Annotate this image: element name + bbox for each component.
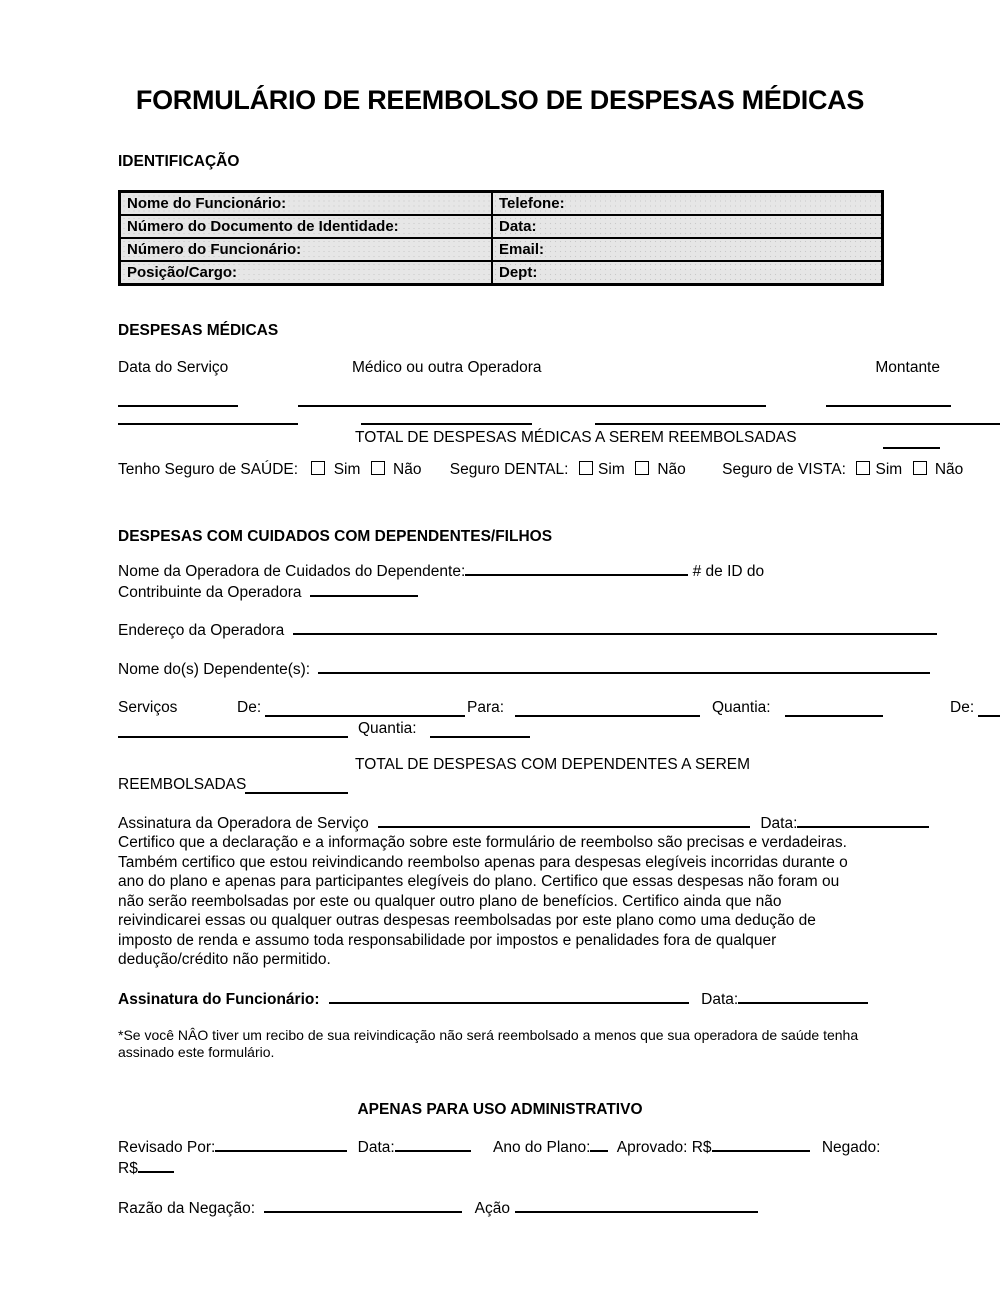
provider-signature-date-fill[interactable] xyxy=(797,812,929,828)
yes-label: Sim xyxy=(333,461,361,478)
approved-label: Aprovado: R$ xyxy=(616,1138,712,1156)
dependent-care-heading: DESPESAS COM CUIDADOS COM DEPENDENTES/FILHOS xyxy=(118,528,553,545)
medical-total-line[interactable] xyxy=(883,433,940,449)
admin-heading: APENAS PARA USO ADMINISTRATIVO xyxy=(357,1100,643,1118)
approved-fill[interactable] xyxy=(712,1136,810,1152)
dependents-name-fill[interactable] xyxy=(318,658,930,674)
dental-insurance-group xyxy=(450,461,690,478)
service-date-line-1[interactable] xyxy=(118,391,238,407)
checkbox-dental-no[interactable] xyxy=(635,461,649,475)
no-label: Não xyxy=(657,461,686,478)
insurance-row xyxy=(118,460,964,479)
cell-label: Data: xyxy=(499,218,537,235)
identification-table xyxy=(118,190,884,286)
from-label-2: De: xyxy=(950,699,975,716)
dependent-total-row-1 xyxy=(118,755,940,775)
cell-label: Posição/Cargo: xyxy=(127,264,238,281)
employee-signature-label: Assinatura do Funcionário: xyxy=(118,990,320,1008)
provider-address-fill[interactable] xyxy=(293,619,937,635)
provider-signature-line xyxy=(118,812,940,833)
medical-columns-header xyxy=(118,358,940,378)
service-from2-cont-line[interactable] xyxy=(118,722,348,738)
table-row xyxy=(120,261,883,285)
from-label: De: xyxy=(237,699,262,716)
denied-label: Negado: xyxy=(821,1138,881,1156)
cell-email[interactable] xyxy=(492,238,883,261)
health-insurance-group xyxy=(118,461,426,478)
admin-date-fill[interactable] xyxy=(395,1136,471,1152)
table-row xyxy=(120,238,883,261)
cell-id-document[interactable] xyxy=(120,215,493,238)
table-row xyxy=(120,192,883,216)
dependent-total-label-2: REEMBOLSADAS xyxy=(118,776,247,793)
dental-insurance-label: Seguro DENTAL: xyxy=(449,461,569,478)
checkbox-health-no[interactable] xyxy=(371,461,385,475)
cell-label: Telefone: xyxy=(499,195,565,212)
provider-id-label-tail: # de ID do xyxy=(692,563,765,580)
certification-text: Certifico que a declaração e a informação sobre este formulário de reembolso são precisas e verdadeiras. Também certifico que estou reivindicando reembolso apenas para despesas elegíveis incorridas durante o ano do plano e apenas para participantes elegíveis do plano. Certifico que essas despesas não foram ou não serão reembolsadas por este ou qualquer outro plano de benefícios. Certifico ainda que não reivindicarei essas ou qualquer outras despesas reembolsadas por este plano como uma dedução de imposto de renda e assumo toda responsabilidade por impostos e penalidades fora de qualquer dedução/crédito não permitido. xyxy=(118,834,848,968)
denial-reason-fill[interactable] xyxy=(264,1197,462,1213)
dependents-name-label: Nome do(s) Dependente(s): xyxy=(118,661,311,678)
yes-label: Sim xyxy=(875,461,903,478)
dependent-provider-label: Nome da Operadora de Cuidados do Dependente: xyxy=(118,563,466,580)
employee-signature-date-fill[interactable] xyxy=(738,988,868,1004)
table-row xyxy=(120,215,883,238)
reviewed-by-fill[interactable] xyxy=(215,1136,347,1152)
checkbox-vision-yes[interactable] xyxy=(856,461,870,475)
yes-label: Sim xyxy=(598,461,625,478)
to-label: Para: xyxy=(467,699,505,716)
date-label: Data: xyxy=(701,990,739,1008)
reviewed-by-label: Revisado Por: xyxy=(118,1138,216,1156)
medical-total-label: TOTAL DE DESPESAS MÉDICAS A SEREM REEMBOLSADAS xyxy=(355,429,797,446)
col-amount-label: Montante xyxy=(875,359,940,376)
provider-address-line xyxy=(118,619,940,640)
cell-label: Email: xyxy=(499,241,545,258)
service-amount-line[interactable] xyxy=(785,701,883,717)
receipt-note: *Se você NÂO tiver um recibo de sua reivindicação não será reembolsado a menos que sua operadora de saúde tenha assinado este formulário. xyxy=(118,1026,859,1060)
service-date-line-2[interactable] xyxy=(118,409,298,425)
dependent-provider-line xyxy=(118,560,940,602)
amount-label: Quantia: xyxy=(712,699,771,716)
service-amount-line-2[interactable] xyxy=(430,722,530,738)
dependent-total-line[interactable] xyxy=(245,778,348,794)
amount-line-1[interactable] xyxy=(826,391,951,407)
dependent-total-row-2 xyxy=(118,775,940,795)
cell-label: Número do Documento de Identidade: xyxy=(127,218,399,235)
amount-line-2[interactable] xyxy=(595,409,1000,425)
provider-id-label-cont: Contribuinte da Operadora xyxy=(118,584,302,601)
service-from-line[interactable] xyxy=(265,701,465,717)
provider-id-line[interactable] xyxy=(310,581,418,597)
cell-dept[interactable] xyxy=(492,261,883,285)
date-label: Data: xyxy=(760,815,798,832)
denial-reason-label: Razão da Negação: xyxy=(118,1199,256,1217)
col-service-date-label: Data do Serviço xyxy=(118,359,229,376)
identification-heading: IDENTIFICAÇÃO xyxy=(118,153,240,170)
page-title: FORMULÁRIO DE REEMBOLSO DE DESPESAS MÉDICAS xyxy=(135,85,865,115)
dependent-total-label-1: TOTAL DE DESPESAS COM DEPENDENTES A SEREM xyxy=(355,756,751,773)
cell-label: Dept: xyxy=(499,264,538,281)
medical-total-row xyxy=(118,425,940,447)
provider-line-2[interactable] xyxy=(361,409,532,425)
services-row-2 xyxy=(118,719,940,739)
plan-year-fill[interactable] xyxy=(590,1136,608,1152)
employee-signature-fill[interactable] xyxy=(329,988,689,1004)
checkbox-dental-yes[interactable] xyxy=(579,461,593,475)
dependent-provider-name-line[interactable] xyxy=(465,560,688,576)
service-to-line[interactable] xyxy=(515,701,700,717)
services-row-1 xyxy=(118,698,975,718)
medical-entry-row-2 xyxy=(118,408,940,425)
date-label: Data: xyxy=(357,1138,395,1156)
col-provider-label: Médico ou outra Operadora xyxy=(352,359,542,376)
action-label: Ação xyxy=(474,1199,510,1217)
action-fill[interactable] xyxy=(515,1197,758,1213)
medical-entry-row-1 xyxy=(118,390,940,407)
employee-signature-line xyxy=(118,988,940,1009)
services-label: Serviços xyxy=(118,699,178,716)
medical-expenses-heading: DESPESAS MÉDICAS xyxy=(118,322,279,339)
provider-signature-label: Assinatura da Operadora de Serviço xyxy=(118,815,369,832)
cell-position[interactable] xyxy=(120,261,493,285)
vision-insurance-group xyxy=(722,461,963,478)
health-insurance-label: Tenho Seguro de SAÚDE: xyxy=(118,461,299,478)
cell-label: Número do Funcionário: xyxy=(127,241,302,258)
provider-signature-fill[interactable] xyxy=(378,812,750,828)
cell-phone[interactable] xyxy=(492,192,883,216)
denied-fill[interactable] xyxy=(138,1157,174,1173)
provider-address-label: Endereço da Operadora xyxy=(118,622,285,639)
no-label: Não xyxy=(393,461,422,478)
plan-year-label: Ano do Plano: xyxy=(493,1138,591,1156)
cell-employee-number[interactable] xyxy=(120,238,493,261)
admin-review-line xyxy=(118,1136,940,1178)
service-from-line-2[interactable] xyxy=(978,701,1000,717)
cell-date[interactable] xyxy=(492,215,883,238)
no-label: Não xyxy=(934,461,964,478)
denial-reason-line xyxy=(118,1197,940,1218)
checkbox-health-yes[interactable] xyxy=(311,461,325,475)
cell-employee-name[interactable] xyxy=(120,192,493,216)
provider-line-1[interactable] xyxy=(298,391,766,407)
cell-label: Nome do Funcionário: xyxy=(127,195,287,212)
denied-currency-label: R$ xyxy=(118,1159,138,1177)
vision-insurance-label: Seguro de VISTA: xyxy=(722,461,846,478)
amount-label-2: Quantia: xyxy=(358,720,417,737)
dependents-name-line xyxy=(118,658,940,679)
checkbox-vision-no[interactable] xyxy=(913,461,927,475)
